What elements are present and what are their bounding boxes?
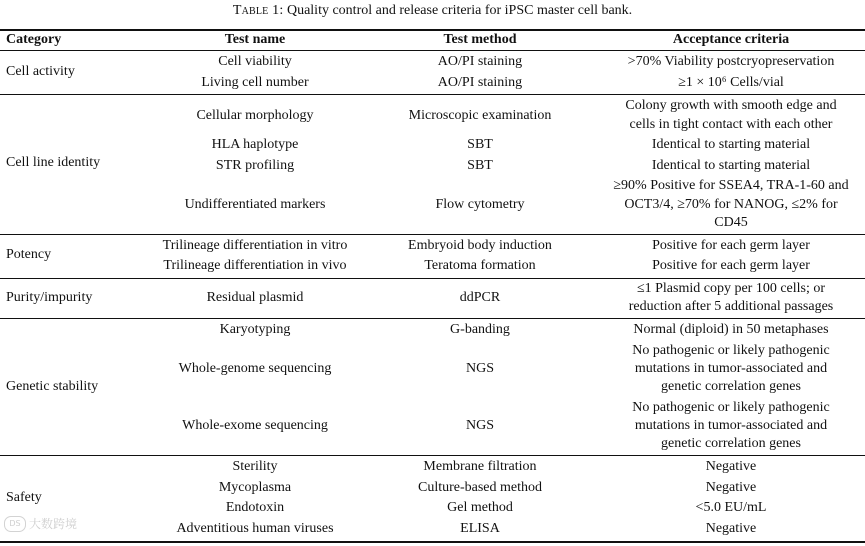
caption-label: Table 1: — [232, 3, 284, 18]
test-name: Cell viability — [218, 54, 292, 69]
acceptance-criteria: Negative — [705, 480, 757, 495]
acceptance-criteria: ≤1 Plasmid copy per 100 cells; or — [636, 281, 826, 296]
category-safety: Safety — [6, 490, 42, 505]
acceptance-criteria: genetic correlation genes — [661, 436, 801, 451]
test-method: Culture-based method — [417, 480, 543, 495]
acceptance-criteria: Positive for each germ layer — [652, 238, 810, 253]
test-name: Cellular morphology — [196, 108, 314, 123]
test-name: Undifferentiated markers — [184, 197, 326, 212]
category-purity-impurity: Purity/impurity — [6, 290, 93, 305]
test-name: Sterility — [232, 459, 278, 474]
caption-title: Quality control and release criteria for iPSC master cell bank. — [286, 3, 633, 18]
test-method: SBT — [467, 158, 493, 173]
test-method: NGS — [465, 361, 494, 376]
category-potency: Potency — [6, 247, 52, 262]
acceptance-criteria: Negative — [705, 521, 757, 536]
group-rule — [0, 94, 865, 95]
test-method: SBT — [467, 137, 493, 152]
acceptance-criteria: mutations in tumor-associated and — [634, 418, 828, 433]
test-method: Teratoma formation — [424, 258, 536, 273]
group-rule — [0, 234, 865, 235]
acceptance-criteria: genetic correlation genes — [661, 379, 801, 394]
header-category: Category — [6, 32, 62, 47]
acceptance-criteria: Identical to starting material — [651, 158, 811, 173]
watermark — [4, 515, 77, 532]
test-method: Membrane filtration — [423, 459, 537, 474]
header-rule — [0, 50, 865, 51]
acceptance-criteria: ≥90% Positive for SSEA4, TRA-1-60 and — [613, 178, 849, 193]
test-name: Adventitious human viruses — [176, 521, 334, 536]
group-rule — [0, 278, 865, 279]
test-method: AO/PI staining — [437, 54, 523, 69]
test-name: Mycoplasma — [218, 480, 292, 495]
header-acceptance: Acceptance criteria — [672, 32, 790, 47]
acceptance-criteria: ≥1 × 10⁶ Cells/vial — [678, 75, 784, 90]
test-name: Trilineage differentiation in vivo — [163, 258, 347, 273]
acceptance-criteria: No pathogenic or likely pathogenic — [632, 400, 830, 415]
acceptance-criteria: No pathogenic or likely pathogenic — [632, 343, 830, 358]
test-method: ELISA — [460, 521, 500, 536]
test-name: Living cell number — [201, 75, 309, 90]
group-rule — [0, 318, 865, 319]
watermark-text: 大数跨境 — [29, 517, 78, 531]
test-name: Karyotyping — [219, 322, 291, 337]
category-genetic-stability: Genetic stability — [6, 379, 99, 394]
header-test-method: Test method — [443, 32, 517, 47]
category-cell-activity: Cell activity — [6, 64, 75, 79]
bottom-rule — [0, 541, 865, 543]
test-method: Embryoid body induction — [408, 238, 552, 253]
acceptance-criteria: Identical to starting material — [651, 137, 811, 152]
header-test-name: Test name — [224, 32, 286, 47]
category-cell-line-identity: Cell line identity — [6, 155, 101, 170]
table-caption — [0, 3, 865, 19]
test-name: Residual plasmid — [206, 290, 304, 305]
test-method: AO/PI staining — [437, 75, 523, 90]
test-name: HLA haplotype — [211, 137, 299, 152]
test-method: G-banding — [450, 322, 510, 337]
acceptance-criteria: >70% Viability postcryopreservation — [627, 54, 835, 69]
test-name: Whole-exome sequencing — [182, 418, 328, 433]
acceptance-criteria: Positive for each germ layer — [652, 258, 810, 273]
acceptance-criteria: <5.0 EU/mL — [695, 500, 767, 515]
test-name: Trilineage differentiation in vitro — [162, 238, 348, 253]
test-name: Endotoxin — [225, 500, 285, 515]
test-method: Microscopic examination — [408, 108, 552, 123]
test-method: ddPCR — [459, 290, 501, 305]
group-rule — [0, 455, 865, 456]
acceptance-criteria: OCT3/4, ≥70% for NANOG, ≤2% for — [624, 197, 838, 212]
test-name: STR profiling — [215, 158, 295, 173]
acceptance-criteria: Normal (diploid) in 50 metaphases — [633, 322, 829, 337]
test-name: Whole-genome sequencing — [178, 361, 332, 376]
acceptance-criteria: Negative — [705, 459, 757, 474]
test-method: Gel method — [447, 500, 513, 515]
test-method: Flow cytometry — [435, 197, 525, 212]
acceptance-criteria: reduction after 5 additional passages — [628, 299, 834, 314]
acceptance-criteria: CD45 — [714, 215, 748, 230]
watermark-logo-icon: DS — [4, 516, 26, 532]
acceptance-criteria: cells in tight contact with each other — [629, 117, 833, 132]
test-method: NGS — [465, 418, 494, 433]
acceptance-criteria: Colony growth with smooth edge and — [625, 98, 837, 113]
acceptance-criteria: mutations in tumor-associated and — [634, 361, 828, 376]
